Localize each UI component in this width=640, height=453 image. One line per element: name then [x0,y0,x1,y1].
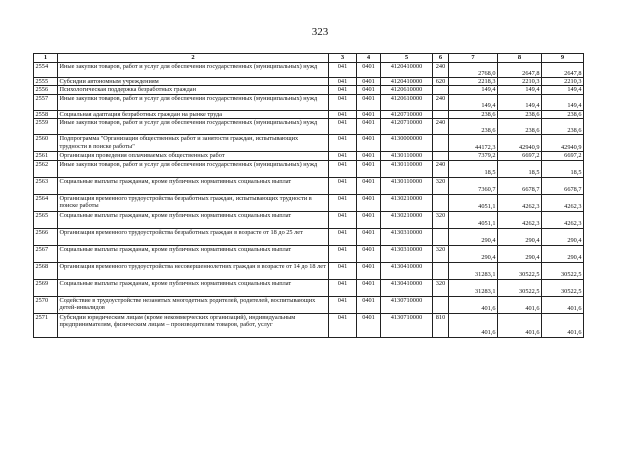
code-cell: 041 [329,78,357,86]
amount-cell-7: 31283,1 [449,262,498,279]
section-code-cell: 0401 [357,279,381,296]
amount-cell-9: 30522,5 [542,279,584,296]
amount-cell-7: 2218,3 [449,78,498,86]
amount-cell-8: 18,5 [498,160,542,177]
amount-cell-9: 30522,5 [542,262,584,279]
amount-cell-7: 2768,0 [449,63,498,78]
amount-cell-9: 42940,9 [542,135,584,152]
section-code-cell: 0401 [357,110,381,118]
row-number-cell: 2570 [34,296,58,313]
table-row [34,152,584,160]
row-number-cell: 2568 [34,262,58,279]
target-article-cell: 4130110000 [381,152,433,160]
target-article-cell: 4120710000 [381,119,433,135]
amount-cell-8: 401,6 [498,313,542,337]
target-article-cell: 4120410000 [381,63,433,78]
page-number: 323 [311,26,329,38]
row-number-cell: 2557 [34,94,58,110]
amount-cell-9: 149,4 [542,86,584,94]
amount-cell-7: 7379,2 [449,152,498,160]
table-row [34,110,584,118]
amount-cell-8: 149,4 [498,94,542,110]
table-row [34,78,584,86]
row-number-cell: 2558 [34,110,58,118]
table-row [34,228,584,245]
description-cell: Социальные выплаты гражданам, кроме публичных нормативных социальных выплат [58,279,329,296]
code-cell: 041 [329,177,357,194]
expense-type-cell [433,296,449,313]
header-cell: 8 [498,54,542,63]
section-code-cell: 0401 [357,78,381,86]
amount-cell-9: 238,6 [542,119,584,135]
target-article-cell: 4130410000 [381,262,433,279]
target-article-cell: 4120710000 [381,110,433,118]
table-row [34,86,584,94]
section-code-cell: 0401 [357,160,381,177]
code-cell: 041 [329,296,357,313]
amount-cell-8: 30522,5 [498,262,542,279]
amount-cell-9: 290,4 [542,245,584,262]
code-cell: 041 [329,245,357,262]
code-cell: 041 [329,110,357,118]
table-row [34,63,584,78]
row-number-cell: 2564 [34,194,58,211]
amount-cell-9: 4262,3 [542,194,584,211]
section-code-cell: 0401 [357,63,381,78]
table-row [34,296,584,313]
row-number-cell: 2562 [34,160,58,177]
row-number-cell: 2555 [34,78,58,86]
description-cell: Социальная адаптация безработных граждан на рынке труда [58,110,329,118]
description-cell: Социальные выплаты гражданам, кроме публичных нормативных социальных выплат [58,211,329,228]
amount-cell-9: 6697,2 [542,152,584,160]
expense-type-cell [433,110,449,118]
description-cell: Иные закупки товаров, работ и услуг для обеспечения государственных (муниципальных) нужд [58,160,329,177]
table-header-row [34,54,584,63]
target-article-cell: 4130110000 [381,160,433,177]
section-code-cell: 0401 [357,152,381,160]
code-cell: 041 [329,86,357,94]
expense-type-cell: 240 [433,119,449,135]
expense-type-cell [433,262,449,279]
description-cell: Социальные выплаты гражданам, кроме публичных нормативных социальных выплат [58,245,329,262]
amount-cell-9: 2647,8 [542,63,584,78]
amount-cell-8: 238,6 [498,119,542,135]
code-cell: 041 [329,152,357,160]
target-article-cell: 4130710000 [381,296,433,313]
amount-cell-7: 31283,1 [449,279,498,296]
amount-cell-7: 238,6 [449,119,498,135]
amount-cell-7: 18,5 [449,160,498,177]
amount-cell-7: 4051,1 [449,194,498,211]
description-cell: Психологическая поддержка безработных граждан [58,86,329,94]
expense-type-cell [433,152,449,160]
expense-type-cell: 810 [433,313,449,337]
amount-cell-7: 401,6 [449,313,498,337]
section-code-cell: 0401 [357,211,381,228]
amount-cell-9: 238,6 [542,110,584,118]
description-cell: Организация временного трудоустройства безработных граждан, испытывающих трудности в поиске работы [58,194,329,211]
target-article-cell: 4130710000 [381,313,433,337]
amount-cell-8: 290,4 [498,228,542,245]
description-cell: Субсидии автономным учреждениям [58,78,329,86]
amount-cell-7: 149,4 [449,94,498,110]
table-body [34,63,584,338]
amount-cell-8: 401,6 [498,296,542,313]
row-number-cell: 2563 [34,177,58,194]
target-article-cell: 4120610000 [381,86,433,94]
section-code-cell: 0401 [357,194,381,211]
row-number-cell: 2571 [34,313,58,337]
header-cell: 7 [449,54,498,63]
description-cell: Иные закупки товаров, работ и услуг для обеспечения государственных (муниципальных) нужд [58,94,329,110]
amount-cell-7: 4051,1 [449,211,498,228]
section-code-cell: 0401 [357,177,381,194]
table-row [34,262,584,279]
description-cell: Организация временного трудоустройства безработных граждан в возрасте от 18 до 25 лет [58,228,329,245]
amount-cell-8: 290,4 [498,245,542,262]
expense-type-cell: 320 [433,245,449,262]
amount-cell-8: 2210,3 [498,78,542,86]
header-cell: 3 [329,54,357,63]
amount-cell-8: 238,6 [498,110,542,118]
header-cell: 1 [34,54,58,63]
expense-type-cell: 320 [433,177,449,194]
row-number-cell: 2561 [34,152,58,160]
expense-type-cell: 240 [433,160,449,177]
code-cell: 041 [329,262,357,279]
code-cell: 041 [329,119,357,135]
code-cell: 041 [329,313,357,337]
description-cell: Иные закупки товаров, работ и услуг для обеспечения государственных (муниципальных) нужд [58,63,329,78]
target-article-cell: 4130000000 [381,135,433,152]
code-cell: 041 [329,63,357,78]
section-code-cell: 0401 [357,135,381,152]
amount-cell-9: 18,5 [542,160,584,177]
section-code-cell: 0401 [357,296,381,313]
row-number-cell: 2565 [34,211,58,228]
amount-cell-9: 401,6 [542,296,584,313]
section-code-cell: 0401 [357,228,381,245]
description-cell: Подпрограмма "Организация общественных работ и занятости граждан, испытывающих трудности в поиске работы" [58,135,329,152]
amount-cell-8: 6697,2 [498,152,542,160]
table-row [34,313,584,337]
description-cell: Иные закупки товаров, работ и услуг для обеспечения государственных (муниципальных) нужд [58,119,329,135]
amount-cell-9: 290,4 [542,228,584,245]
amount-cell-9: 149,4 [542,94,584,110]
description-cell: Социальные выплаты гражданам, кроме публичных нормативных социальных выплат [58,177,329,194]
amount-cell-9: 6678,7 [542,177,584,194]
amount-cell-8: 30522,5 [498,279,542,296]
header-cell: 2 [58,54,329,63]
section-code-cell: 0401 [357,262,381,279]
header-cell: 4 [357,54,381,63]
expense-type-cell [433,194,449,211]
expense-type-cell: 320 [433,211,449,228]
target-article-cell: 4120410000 [381,78,433,86]
section-code-cell: 0401 [357,119,381,135]
amount-cell-7: 401,6 [449,296,498,313]
table-row [34,177,584,194]
table-row [34,160,584,177]
row-number-cell: 2560 [34,135,58,152]
target-article-cell: 4130110000 [381,177,433,194]
table-row [34,245,584,262]
amount-cell-7: 290,4 [449,245,498,262]
amount-cell-8: 42940,9 [498,135,542,152]
header-cell: 9 [542,54,584,63]
expense-type-cell [433,135,449,152]
amount-cell-8: 2647,8 [498,63,542,78]
target-article-cell: 4130210000 [381,211,433,228]
amount-cell-8: 4262,3 [498,211,542,228]
expense-type-cell: 240 [433,63,449,78]
header-cell: 5 [381,54,433,63]
target-article-cell: 4120610000 [381,94,433,110]
code-cell: 041 [329,135,357,152]
expense-type-cell [433,228,449,245]
row-number-cell: 2567 [34,245,58,262]
target-article-cell: 4130410000 [381,279,433,296]
expense-type-cell: 320 [433,279,449,296]
section-code-cell: 0401 [357,94,381,110]
amount-cell-7: 7360,7 [449,177,498,194]
table-row [34,279,584,296]
table-row [34,94,584,110]
row-number-cell: 2554 [34,63,58,78]
description-cell: Организация временного трудоустройства несовершеннолетних граждан в возрасте от 14 до 18 лет [58,262,329,279]
amount-cell-7: 44172,3 [449,135,498,152]
amount-cell-8: 149,4 [498,86,542,94]
section-code-cell: 0401 [357,86,381,94]
section-code-cell: 0401 [357,245,381,262]
description-cell: Содействие в трудоустройстве незанятых многодетных родителей, родителей, воспитывающих детей-инвалидов [58,296,329,313]
description-cell: Субсидии юридическим лицам (кроме некоммерческих организаций), индивидуальным предпринимателям, физическим лицам – производителям товаров, работ, услуг [58,313,329,337]
code-cell: 041 [329,160,357,177]
code-cell: 041 [329,194,357,211]
code-cell: 041 [329,279,357,296]
code-cell: 041 [329,211,357,228]
amount-cell-8: 4262,3 [498,194,542,211]
amount-cell-7: 238,6 [449,110,498,118]
target-article-cell: 4130310000 [381,245,433,262]
code-cell: 041 [329,228,357,245]
amount-cell-9: 401,6 [542,313,584,337]
budget-table [33,53,584,338]
amount-cell-9: 4262,3 [542,211,584,228]
amount-cell-9: 2210,3 [542,78,584,86]
row-number-cell: 2566 [34,228,58,245]
row-number-cell: 2559 [34,119,58,135]
table-row [34,135,584,152]
amount-cell-7: 290,4 [449,228,498,245]
row-number-cell: 2569 [34,279,58,296]
section-code-cell: 0401 [357,313,381,337]
table-row [34,119,584,135]
header-cell: 6 [433,54,449,63]
expense-type-cell [433,86,449,94]
target-article-cell: 4130210000 [381,194,433,211]
expense-type-cell: 240 [433,94,449,110]
amount-cell-7: 149,4 [449,86,498,94]
table-row [34,211,584,228]
description-cell: Организация проведения оплачиваемых общественных работ [58,152,329,160]
row-number-cell: 2556 [34,86,58,94]
target-article-cell: 4130310000 [381,228,433,245]
expense-type-cell: 620 [433,78,449,86]
code-cell: 041 [329,94,357,110]
amount-cell-8: 6678,7 [498,177,542,194]
table-row [34,194,584,211]
